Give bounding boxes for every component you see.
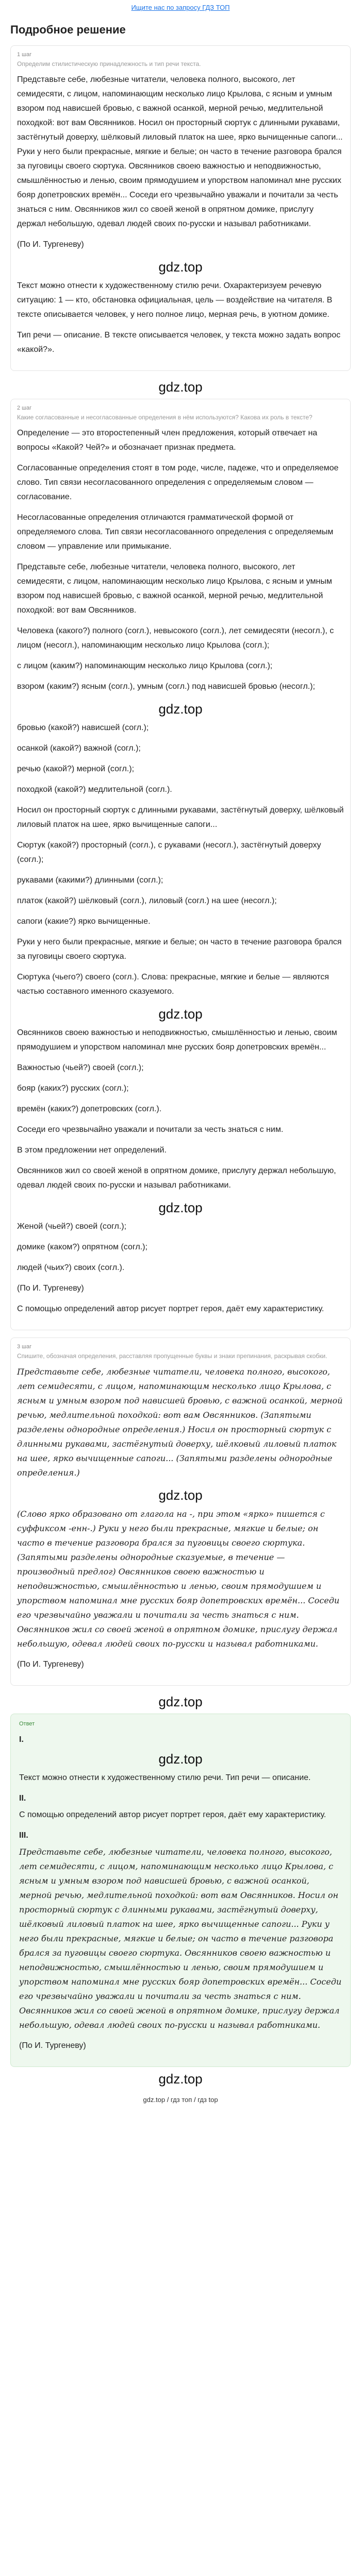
answer-part-number: I.	[19, 1735, 24, 1744]
definition-text: Определение — это второстепенный член предложения, который отвечает на вопросы «Какой? Чей?» и обозначает признак предмета.	[17, 429, 318, 452]
handwritten-answer-text: Представьте себе, любезные читатели, человека полного, высокого, лет семидесяти, с лицом, напоминающим несколько лицо Крылова, с ясным и умным взором под нависшей бровью, с важной осанкой, мерной речью, медлительной походкой: вот вам Овсянников. Носил он просторный сюртук с длинными рукавами, застёгнутый доверху, шёлковый лиловый платок на шее, ярко вычищенные сапоги... Руки у него были прекрасные, мягкие и белые; он часто в течение разговора брался за пуговицы своего сюртука. Овсянников своею важностью и неподвижностью, смышлённостью и ленью, своим прямодушием и упорством напоминал мне русских бояр допетровских времён... Соседи его чрезвычайно уважали и почитали за честь знаться с ним. Овсянников жил со своей женой в опрятном домике, прислугу держал небольшую, одевал людей своих по-русски и называл работниками.	[19, 1847, 342, 2030]
analysis-item: домике (каком?) опрятном (согл.);	[17, 1243, 147, 1251]
answer-author: (По И. Тургеневу)	[19, 2041, 86, 2050]
analysis-item: времён (каких?) допетровских (согл.).	[17, 1105, 162, 1113]
answer-part-number: III.	[19, 1831, 28, 1840]
analysis-item: осанкой (какой?) важной (согл.);	[17, 744, 141, 753]
analysis-item: взором (каким?) ясным (согл.), умным (согл.) под нависшей бровью (несогл.);	[17, 682, 315, 691]
bottom-link[interactable]: гдз top	[198, 2096, 218, 2104]
step-3-author: (По И. Тургеневу)	[17, 1660, 84, 1669]
top-banner	[0, 0, 361, 15]
watermark: gdz.top	[158, 259, 203, 275]
analysis-item: Сюртук (какой?) просторный (согл.), с рукавами (несогл.), застёгнутый доверху (согл.);	[17, 841, 321, 864]
analysis-item: походкой (какой?) медлительной (согл.).	[17, 785, 172, 794]
step-2-author: (По И. Тургеневу)	[17, 1284, 84, 1293]
watermark: gdz.top	[158, 2071, 203, 2087]
sentence-text: Носил он просторный сюртук с длинными рукавами, застёгнутый доверху, шёлковый лиловый платок на шее, ярко вычищенные сапоги...	[17, 806, 344, 829]
analysis-item: сапоги (какие?) ярко вычищенные.	[17, 917, 151, 926]
step-2-conclusion: С помощью определений автор рисует портрет героя, даёт ему характеристику.	[17, 1304, 324, 1313]
analysis-item: бровью (какой?) нависшей (согл.);	[17, 723, 149, 732]
sentence-text: Руки у него были прекрасные, мягкие и белые; он часто в течение разговора брался за пуговицы своего сюртука.	[17, 938, 342, 961]
analysis-item: Женой (чьей?) своей (согл.);	[17, 1222, 127, 1231]
answer-text: Текст можно отнести к художественному стилю речи. Тип речи — описание.	[19, 1773, 311, 1782]
watermark: gdz.top	[158, 1487, 203, 1503]
sentence-text: Овсянников своею важностью и неподвижностью, смышлённостью и ленью, своим прямодушием и упорством напоминал мне русских бояр допетровских времён...	[17, 1028, 337, 1052]
bottom-link[interactable]: gdz.top	[143, 2096, 166, 2104]
analysis-item: речью (какой?) мерной (согл.);	[17, 765, 135, 773]
step-1-text: Представьте себе, любезные читатели, человека полного, высокого, лет семидесяти, с лицом, напоминающим несколько лицо Крылова, с ясным и умным взором под нависшей бровью, с важной осанкой, мерной речью, медлительной походкой: вот вам Овсянников. Носил он просторный сюртук с длинными рукавами, застёгнутый доверху, шёлковый лиловый платок на шее, ярко вычищенные сапоги... Руки у него были прекрасные, мягкие и белые; он часто в течение разговора брался за пуговицы своего сюртука. Овсянников своею важностью и неподвижностью, смышлённостью и ленью, своим прямодушием и упорством напоминал мне русских бояр допетровских времён... Соседи его чрезвычайно уважали и почитали за честь знаться с ним. Овсянников жил со своей женой в опрятном домике, прислугу держал небольшую, одевал людей своих по-русски и называл работниками.	[17, 75, 343, 228]
watermark: gdz.top	[158, 1751, 203, 1767]
sentence-text: Овсянников жил со своей женой в опрятном домике, прислугу держал небольшую, одевал людей своих по-русски и называл работниками.	[17, 1166, 336, 1190]
solution-page	[0, 23, 361, 2107]
step-1-task: Определим стилистическую принадлежность и тип речи текста.	[17, 60, 201, 67]
sentence-text: Представьте себе, любезные читатели, человека полного, высокого, лет семидесяти, с лицом, напоминающим несколько лицо Крылова, с ясным и умным взором под нависшей бровью, с важной осанкой, мерной речью, медлительной походкой: вот вам Овсянников.	[17, 563, 332, 615]
step-1-analysis: Текст можно отнести к художественному стилю речи. Охарактеризуем речевую ситуацию: 1 — кто, обстановка официальная, цель — воздействие на читателя. В тексте описывается человек, у него полное лицо, мерная речь, в уютном домике.	[17, 281, 333, 319]
watermark: gdz.top	[158, 379, 203, 395]
watermark: gdz.top	[158, 1694, 203, 1709]
analysis-item: Важностью (чьей?) своей (согл.);	[17, 1063, 144, 1072]
step-1-author: (По И. Тургеневу)	[17, 240, 84, 249]
step-3-label: 3 шаг	[17, 1344, 32, 1350]
definition-text: Согласованные определения стоят в том роде, числе, падеже, что и определяемое слово. Тип связи несогласованного определения с определяемым словом — согласование.	[17, 464, 339, 501]
handwritten-text: (Слово ярко образовано от глагола на -, при этом «ярко» пишется с суффиксом -енн-.) Руки у него были прекрасные, мягкие и белые; он часто в течение разговора брался за пуговицы своего сюртука. (Запятыми разделены однородные сказуемые, в течение — производный предлог) Овсянников своею важностью и неподвижностью, смышлённостью и ленью, своим прямодушием и упорством напоминал мне русских бояр допетровских времён... Соседи его чрезвычайно уважали и почитали за честь знаться с ним. Овсянников жил со своей женой в опрятном домике, прислугу держал небольшую, одевал людей своих по-русски и называл работниками.	[17, 1509, 340, 1649]
analysis-item: бояр (каких?) русских (согл.);	[17, 1084, 129, 1093]
watermark: gdz.top	[158, 701, 203, 717]
analysis-item: рукавами (какими?) длинными (согл.);	[17, 876, 163, 885]
answer-text: С помощью определений автор рисует портрет героя, даёт ему характеристику.	[19, 1810, 326, 1819]
bottom-links: gdz.top / гдз топ / гдз top	[143, 2096, 218, 2104]
watermark: gdz.top	[158, 1200, 203, 1215]
step-3-task: Спишите, обозначая определения, расставляя пропущенные буквы и знаки препинания, раскрывая скобки.	[17, 1352, 327, 1360]
analysis-item: В этом предложении нет определений.	[17, 1146, 167, 1155]
sentence-text: Соседи его чрезвычайно уважали и почитали за честь знаться с ним.	[17, 1125, 284, 1134]
answer-part-number: II.	[19, 1794, 26, 1803]
answer-card	[10, 1714, 351, 2067]
analysis-item: Сюртука (чьего?) своего (согл.). Слова: прекрасные, мягкие и белые — являются частью составного именного сказуемого.	[17, 973, 329, 996]
definition-text: Несогласованные определения отличаются грамматической формой от определяемого слова. Тип связи несогласованного определения с определяемым словом — управление или примыкание.	[17, 513, 334, 551]
search-promo-link[interactable]: Ищите нас по запросу ГДЗ ТОП	[131, 4, 230, 11]
step-2-card	[10, 399, 351, 1330]
step-3-card	[10, 1337, 351, 1686]
answer-label: Ответ	[19, 1721, 35, 1727]
step-2-task: Какие согласованные и несогласованные определения в нём используются? Какова их роль в тексте?	[17, 414, 313, 421]
bottom-link[interactable]: гдз топ	[170, 2096, 192, 2104]
page-title: Подробное решение	[10, 23, 126, 36]
watermark: gdz.top	[158, 1006, 203, 1022]
step-1-card	[10, 45, 351, 371]
analysis-item: Человека (какого?) полного (согл.), невысокого (согл.), лет семидесяти (несогл.), с лицом (несогл.), напоминающим несколько лицо Крылова (согл.);	[17, 626, 334, 650]
step-1-label: 1 шаг	[17, 52, 32, 58]
analysis-item: людей (чьих?) своих (согл.).	[17, 1263, 125, 1272]
analysis-item: с лицом (каким?) напоминающим несколько лицо Крылова (согл.);	[17, 662, 273, 670]
step-1-type: Тип речи — описание. В тексте описывается человек, у текста можно задать вопрос «какой?».	[17, 331, 341, 354]
step-2-label: 2 шаг	[17, 405, 32, 411]
analysis-item: платок (какой?) шёлковый (согл.), лиловый (согл.) на шее (несогл.);	[17, 896, 277, 905]
handwritten-text: Представьте себе, любезные читатели, человека полного, высокого, лет семидесяти, с лицом, напоминающим несколько лицо Крылова, с ясным и умным взором под нависшей бровью, с важной осанкой, мерной речью, медлительной походкой: вот вам Овсянников. (Запятыми разделены однородные определения.) Носил он просторный сюртук с длинными рукавами, застёгнутый доверху, шёлковый лиловый платок на шее, ярко вычищенные сапоги... (Запятыми разделены однородные определения.)	[17, 1367, 343, 1478]
